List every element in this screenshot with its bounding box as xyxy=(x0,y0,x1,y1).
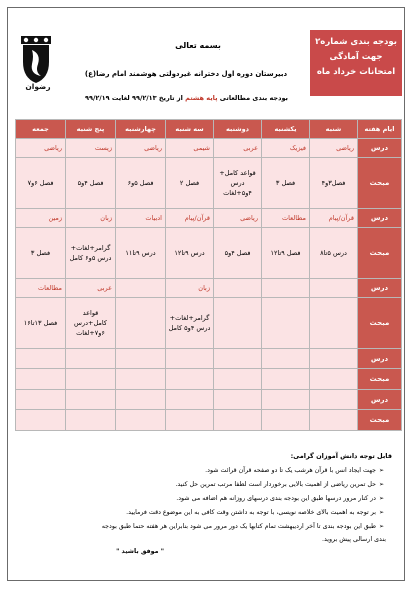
topic-cell: فصل ۲ xyxy=(179,179,200,187)
subject-cell: زبان xyxy=(100,214,112,222)
basmala: بسمه تعالی xyxy=(175,41,221,50)
day-header: شنبه xyxy=(310,120,358,139)
topic-cell: قواعد کامل+درس ۶و۷+لغات xyxy=(74,309,107,337)
notes-continuation: بندی ارسالی پیش بروید. xyxy=(321,536,386,543)
table-row xyxy=(16,298,402,349)
day-header: سه شنبه xyxy=(166,120,214,139)
topic-cell xyxy=(214,321,261,325)
topic-cell xyxy=(310,321,357,325)
ders-label: درس xyxy=(358,279,402,298)
notes-sign: " موفق باشید " xyxy=(116,548,164,555)
subject-cell: مطالعات xyxy=(37,284,62,292)
topic-cell: درس ۹تا۱۱ xyxy=(125,249,156,257)
subject-cell: فیزیک xyxy=(289,144,306,152)
mabhas-label: مبحث xyxy=(358,298,402,349)
topic-cell: درس ۹تا۱۲ xyxy=(174,249,205,257)
mabhas-label: مبحث xyxy=(358,369,402,390)
title-line-2: جهت آمادگی xyxy=(329,52,383,62)
topic-cell: فصل ۳ xyxy=(275,179,296,187)
subject-cell: زبان xyxy=(198,284,210,292)
header xyxy=(8,8,404,116)
topic-cell xyxy=(116,321,165,325)
topic-cell: فصل ۱۳تا۱۶ xyxy=(23,319,58,327)
subtitle-post: از تاریخ ۹۹/۲/۱۳ لغایت ۹۹/۲/۱۹ xyxy=(85,94,183,102)
list-item: ➢ طبق این بودجه بندی تا آخر اردیبهشت تمام کتابها یک دور مرور می شود بنابراین هر هفته حتما طبق بودجه xyxy=(22,520,384,534)
notes-list xyxy=(22,464,394,534)
ders-label: درس xyxy=(358,390,402,410)
topic-cell: فصل ۴و۵ xyxy=(224,249,251,257)
subject-cell: عربی xyxy=(97,284,112,292)
list-item: ➢ حل تمرین ریاضی از اهمیت بالایی برخوردار است لطفا مرتب تمرین حل کنید. xyxy=(22,478,384,492)
subject-cell: ریاضی xyxy=(240,214,258,222)
table-header-row xyxy=(16,120,402,139)
table-row xyxy=(16,410,402,431)
title-line-1: بودجه بندی شماره۲ xyxy=(315,37,397,47)
topic-cell: قواعد کامل+ درس ۴و۵+لغات xyxy=(219,169,256,197)
list-item: ➢ بر توجه به اهمیت بالای خلاصه نویسی، با توجه به داشتن وقت کافی به این موضوع دقت فرمایید. xyxy=(22,506,384,520)
topic-cell: فصل ۶و۷ xyxy=(27,179,54,187)
list-item: ➢ جهت ایجاد انس با قرآن هرشب یک تا دو صفحه قرآن قرائت شود. xyxy=(22,464,384,478)
day-header: یکشنبه xyxy=(262,120,310,139)
notes-title: قابل توجه دانش آموزان گرامی: xyxy=(290,452,392,460)
subject-cell: عربی xyxy=(243,144,258,152)
day-header: چهارشنبه xyxy=(116,120,166,139)
corner-cell: ایام هفته xyxy=(358,120,402,139)
topic-cell: فصل ۹تا۱۲ xyxy=(270,249,301,257)
table-row xyxy=(16,139,402,158)
topic-cell: گرامر+لغات+ درس ۵و۶ کامل xyxy=(69,244,112,262)
schedule-subtitle xyxy=(64,94,309,102)
notes-section xyxy=(22,452,394,558)
subject-cell: قرآن/پیام xyxy=(328,214,354,222)
table-row xyxy=(16,390,402,410)
title-line-3: امتحانات خرداد ماه xyxy=(316,67,396,77)
subject-cell: زمین xyxy=(48,214,62,222)
subject-cell: ادبیات xyxy=(145,214,162,222)
list-item: ➢ در کنار مرور درسها طبق این بودجه بندی درسهای روزانه هم اضافه می شود. xyxy=(22,492,384,506)
table-row xyxy=(16,279,402,298)
page xyxy=(7,7,405,581)
subject-cell: زیست xyxy=(94,144,112,152)
ders-label: درس xyxy=(358,209,402,228)
topic-cell: فصل ۳ xyxy=(30,249,51,257)
ders-label: درس xyxy=(358,139,402,158)
topic-cell: درس ۵تا۸ xyxy=(320,249,347,257)
subtitle-grade: پایه هشتم xyxy=(185,94,218,102)
topic-cell: گرامر+لغات+ درس ۴و۵ کامل xyxy=(168,314,211,332)
subject-cell: ریاضی xyxy=(336,144,354,152)
topic-cell: فصل۳و۴ xyxy=(321,179,346,187)
table-row xyxy=(16,158,402,209)
table-row xyxy=(16,349,402,369)
subject-cell: ریاضی xyxy=(144,144,162,152)
subject-cell: ریاضی xyxy=(44,144,62,152)
subject-cell: قرآن/پیام xyxy=(184,214,210,222)
day-header: جمعه xyxy=(16,120,66,139)
mabhas-label: مبحث xyxy=(358,228,402,279)
ders-label: درس xyxy=(358,349,402,369)
topic-cell: فصل ۴و۵ xyxy=(77,179,104,187)
day-header: پنج شنبه xyxy=(66,120,116,139)
subtitle-pre: بودجه بندی مطالعاتی xyxy=(219,94,288,102)
table-row xyxy=(16,209,402,228)
table-row xyxy=(16,369,402,390)
subject-cell: مطالعات xyxy=(281,214,306,222)
logo-text: رضوان xyxy=(25,82,51,91)
title-badge xyxy=(310,30,402,96)
topic-cell xyxy=(262,321,309,325)
schedule-table xyxy=(15,119,402,431)
subject-cell: شیمی xyxy=(193,144,210,152)
school-logo-icon xyxy=(21,36,51,84)
table-row xyxy=(16,228,402,279)
mabhas-label: مبحث xyxy=(358,158,402,209)
school-name: دبیرستان دوره اول دخترانه غیردولتی هوشمند امام رضا(ع) xyxy=(84,70,288,78)
mabhas-label: مبحث xyxy=(358,410,402,431)
topic-cell: فصل ۵و۶ xyxy=(127,179,154,187)
day-header: دوشنبه xyxy=(214,120,262,139)
